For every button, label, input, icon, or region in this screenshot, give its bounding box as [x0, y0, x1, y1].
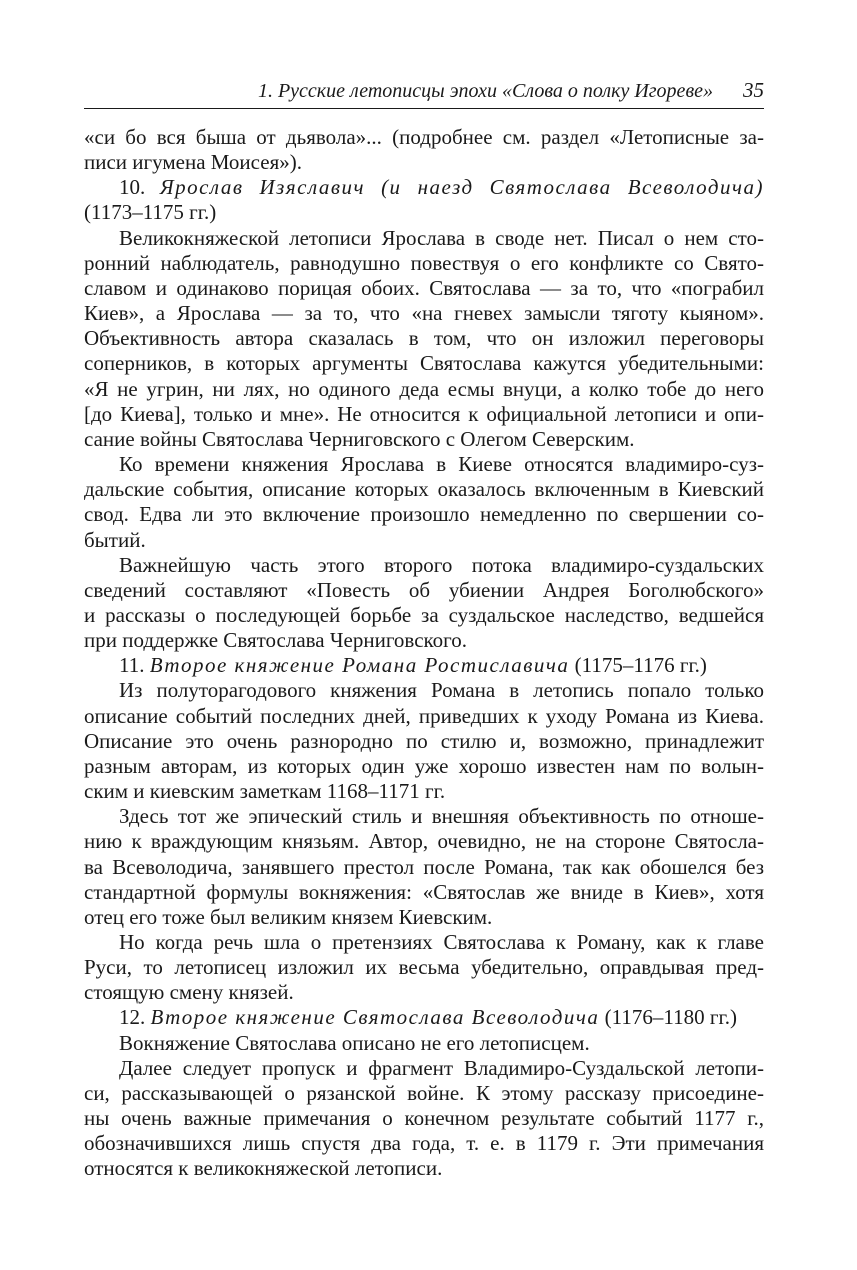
text-line: Из полуторагодового княжения Романа в летопись попало только [119, 678, 764, 703]
text-line: сание войны Святослава Черниговского с Олегом Северским. [84, 426, 635, 451]
text-line [84, 653, 764, 678]
section-title: Второе княжение Святослава Всеволодича [150, 1005, 600, 1030]
text-line: ва Всеволодича, занявшего престол после Романа, так как обошелся без [84, 854, 764, 879]
text-line: разным авторам, из которых один уже хорошо известен нам по волын- [84, 753, 764, 778]
text-line: ны очень важные примечания о конечном результате событий 1177 г., [84, 1106, 764, 1131]
text-line: Важнейшую часть этого второго потока владимиро-суздальских [119, 552, 764, 577]
text-line: Далее следует пропуск и фрагмент Владимиро-Суздальской летопи- [119, 1055, 764, 1080]
text-line: сведений составляют «Повесть об убиении Андрея Боголюбского» [84, 577, 764, 602]
text-line: ронний наблюдатель, равнодушно повествуя о его конфликте со Свято- [84, 250, 764, 275]
text-line: Но когда речь шла о претензиях Святослава к Роману, как к главе [119, 930, 764, 954]
paragraph [84, 452, 764, 553]
text-line: свод. Едва ли это включение произошло немедленно по свершении со- [84, 502, 764, 527]
paragraph [84, 804, 764, 930]
paragraph [84, 1056, 764, 1182]
section-number: 12. [119, 1005, 151, 1030]
text-line: дальские события, описание которых оказалось включенным в Киевский [84, 477, 764, 502]
paragraph [84, 1031, 764, 1056]
section-heading-10 [84, 175, 764, 225]
text-line: соперников, в которых аргументы Святослава кажутся убедительными: [84, 351, 764, 376]
main-text [84, 125, 764, 1182]
text-line: нию к враждующим князьям. Автор, очевидно, не на стороне Святосла- [84, 829, 764, 854]
paragraph-continuation [84, 125, 764, 175]
section-title: Второе княжение Романа Ростиславича [149, 653, 570, 678]
text-line [84, 1005, 764, 1030]
text-line: стандартной формулы вокняжения: «Святослав же вниде в Киев», хотя [84, 879, 764, 904]
paragraph [84, 226, 764, 452]
section-number: 11. [119, 653, 150, 678]
text-line: ским и киевским заметкам 1168–1171 гг. [84, 779, 446, 804]
text-line: при поддержке Святослава Черниговского. [84, 628, 467, 653]
text-line: Описание это очень разнородно по стилю и, возможно, принадлежит [84, 728, 764, 753]
text-line: Киев», а Ярослава — за то, что «на гневех замысли тяготу кыяном». [84, 301, 764, 326]
text-line: писи игумена Моисея»). [84, 150, 302, 175]
paragraph [84, 930, 764, 1005]
text-line: «Я не угрин, ни лях, но одиного деда есмы внуци, а колко тобе до него [84, 376, 764, 401]
text-line: си, рассказывающей о рязанской войне. К этому рассказу присоедине- [84, 1080, 764, 1105]
section-dates: (1173–1175 гг.) [84, 200, 217, 225]
section-number: 10. [119, 175, 160, 200]
text-line [84, 175, 764, 200]
text-line: «си бо вся быша от дьявола»... (подробнее см. раздел «Летописные за- [84, 125, 764, 149]
text-line: славом и одинаково порицая обоих. Святослава — за то, что «пограбил [84, 275, 764, 300]
text-line: бытий. [84, 527, 146, 552]
text-line: отец его тоже был великим князем Киевским. [84, 904, 493, 929]
text-line: обозначившихся лишь спустя два года, т. е. в 1179 г. Эти примечания [84, 1131, 764, 1156]
section-title: Ярослав Изяславич (и наезд Святослава Всеволодича) [159, 175, 764, 200]
page-number: 35 [743, 78, 764, 102]
text-line: и рассказы о последующей борьбе за суздальское наследство, ведшейся [84, 602, 764, 627]
section-dates: (1176–1180 гг.) [599, 1005, 737, 1030]
paragraph [84, 678, 764, 804]
running-header [84, 76, 764, 109]
text-line: Здесь тот же эпический стиль и внешняя объективность по отноше- [119, 804, 764, 829]
text-line: относятся к великокняжеской летописи. [84, 1156, 443, 1181]
text-line: стоящую смену князей. [84, 980, 294, 1005]
text-line: [до Киева], только и мне». Не относится к официальной летописи и опи- [84, 401, 764, 426]
text-line: Объективность автора сказалась в том, что он изложил переговоры [84, 326, 764, 351]
text-line: Вокняжение Святослава описано не его летописцем. [119, 1030, 590, 1055]
section-heading-12 [84, 1005, 764, 1030]
text-line: Руси, то летописец изложил их весьма убедительно, оправдывая пред- [84, 955, 764, 980]
text-line: Великокняжеской летописи Ярослава в своде нет. Писал о нем сто- [119, 225, 764, 250]
text-line: Ко времени княжения Ярослава в Киеве относятся владимиро-суз- [119, 452, 764, 477]
running-title: 1. Русские летописцы эпохи «Слова о полку Игореве» [257, 80, 713, 102]
paragraph [84, 553, 764, 654]
text-line: описание событий последних дней, приведших к уходу Романа из Киева. [84, 703, 764, 728]
book-page [84, 76, 764, 1182]
section-heading-11 [84, 653, 764, 678]
section-dates: (1175–1176 гг.) [569, 653, 707, 678]
